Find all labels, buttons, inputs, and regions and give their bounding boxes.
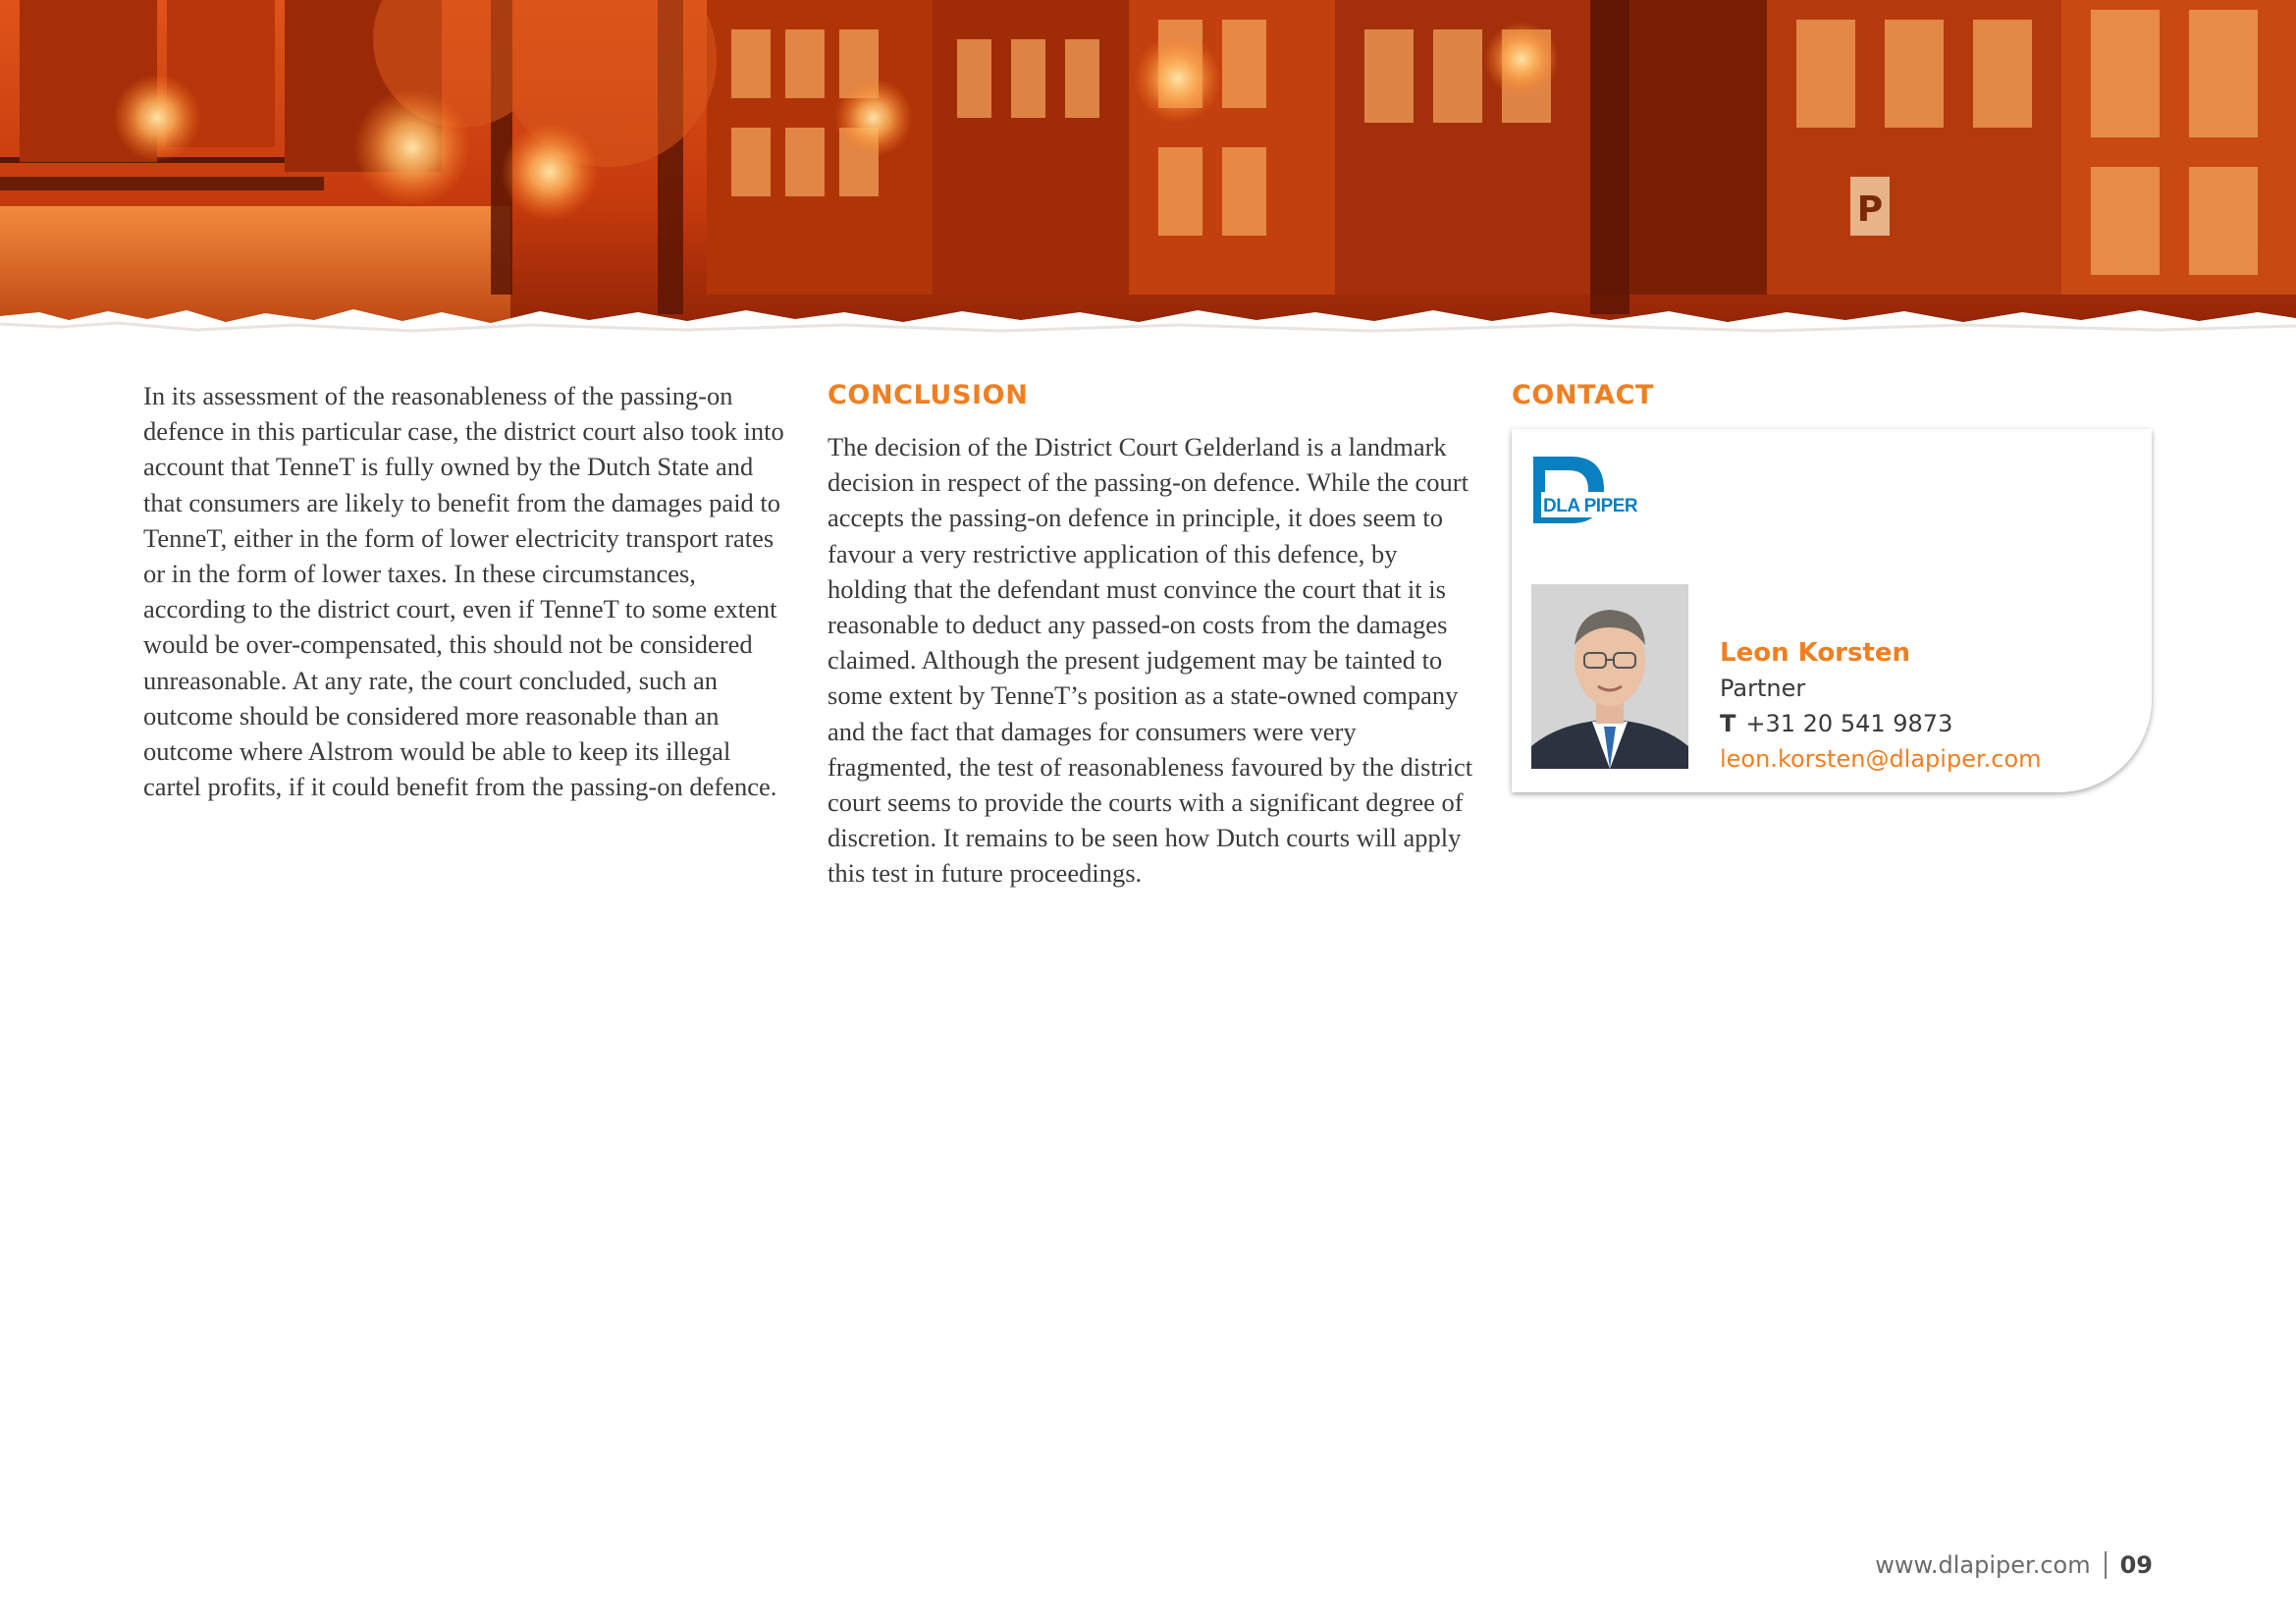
conclusion-heading: CONCLUSION xyxy=(828,380,1029,410)
contact-name: Leon Korsten xyxy=(1720,638,1911,668)
website-link[interactable]: www.dlapiper.com xyxy=(1875,1551,2091,1579)
contact-email-link[interactable]: leon.korsten@dlapiper.com xyxy=(1720,745,2042,773)
page-footer xyxy=(1875,1551,2153,1579)
contact-phone-row xyxy=(1720,706,2042,741)
dla-piper-logo-text: DLA PIPER xyxy=(1543,496,1638,516)
phone-label: T xyxy=(1720,710,1736,737)
amsterdam-street-illustration xyxy=(0,0,2296,339)
person-portrait-icon xyxy=(1531,584,1688,769)
contact-photo xyxy=(1531,584,1688,769)
left-column xyxy=(143,378,791,804)
svg-text:P: P xyxy=(1856,189,1884,230)
contact-card xyxy=(1512,429,2152,792)
header-banner-photo xyxy=(0,0,2296,339)
dla-piper-logo xyxy=(1531,455,1679,529)
left-paragraph: In its assessment of the reasonableness of the passing-on defence in this particular case, the district court also took into account that TenneT is fully owned by the Dutch State and that consumers are likely to benefit from the damages paid to TenneT, either in the form of lower electricity transport rates or in the form of lower taxes. In these circumstances, according to the district court, even if TenneT to some extent would be over-compensated, this should not be considered unreasonable. At any rate, the court concluded, such an outcome should be considered more reasonable than an outcome where Alstrom would be able to keep its illegal cartel profits, if it could benefit from the passing-on defence. xyxy=(143,381,784,802)
page-number: 09 xyxy=(2119,1551,2153,1579)
contact-phone[interactable]: +31 20 541 9873 xyxy=(1745,710,1953,737)
contact-heading: CONTACT xyxy=(1512,380,1655,410)
contact-details xyxy=(1720,635,2042,777)
conclusion-paragraph: The decision of the District Court Gelderland is a landmark decision in respect of the passing-on defence. While the court accepts the passing-on defence in principle, it does seem to favour a very restrictive application of this defence, by holding that the defendant must convince the court that it is reasonable to deduct any passed-on costs from the damages claimed. Although the present judgement may be tainted to some extent by TenneT’s position as a state-owned company and the fact that damages for consumers were very fragmented, the test of reasonableness favoured by the district court seems to provide the courts with a significant degree of discretion. It remains to be seen how Dutch courts will apply this test in future proceedings. xyxy=(828,432,1473,889)
contact-column xyxy=(1512,378,2160,792)
contact-role: Partner xyxy=(1720,675,1806,702)
conclusion-column xyxy=(828,378,1475,892)
footer-divider xyxy=(2105,1551,2107,1579)
